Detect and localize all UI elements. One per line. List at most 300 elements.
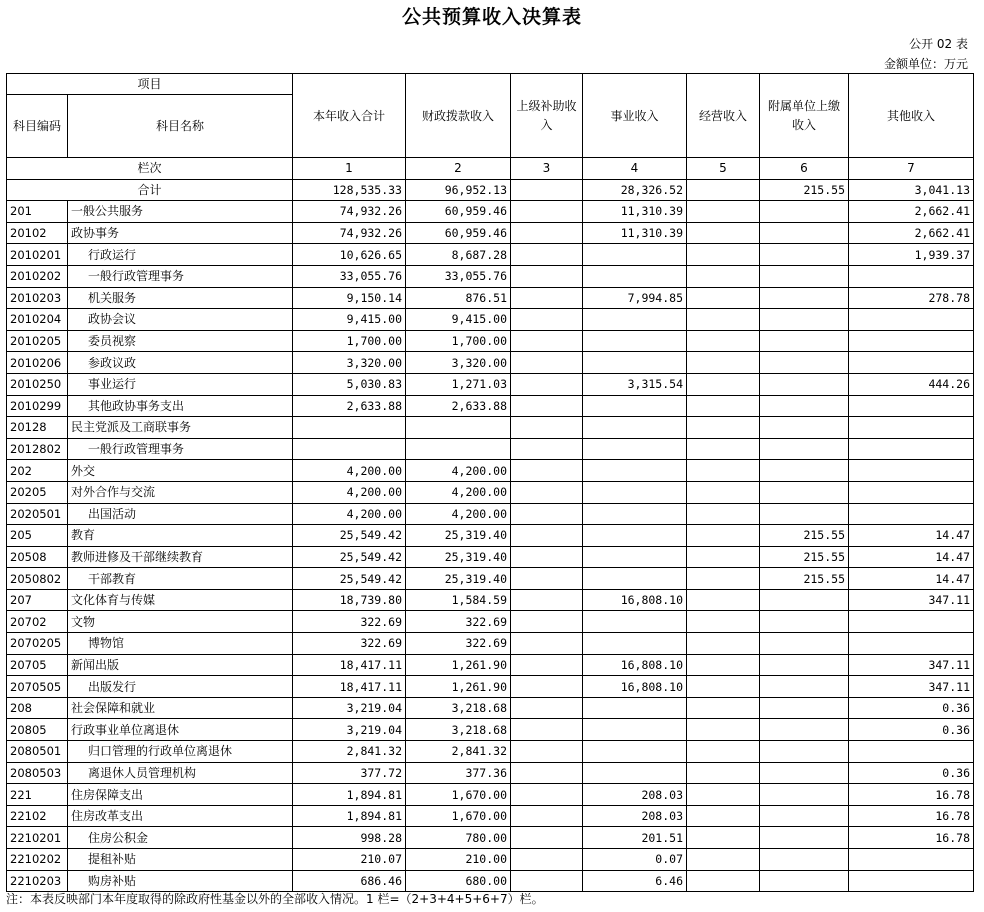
amount-cell xyxy=(583,265,687,287)
amount-cell xyxy=(583,546,687,568)
amount-cell: 14.47 xyxy=(849,546,974,568)
header-total-income: 本年收入合计 xyxy=(293,74,406,158)
amount-cell: 3,218.68 xyxy=(406,697,511,719)
amount-cell xyxy=(687,849,760,871)
page-title: 公共预算收入决算表 xyxy=(401,6,582,28)
amount-cell: 5,030.83 xyxy=(293,373,406,395)
amount-cell: 3,320.00 xyxy=(293,352,406,374)
amount-cell: 3,219.04 xyxy=(293,719,406,741)
subject-code: 2010299 xyxy=(7,395,68,417)
amount-cell: 4,200.00 xyxy=(406,481,511,503)
amount-cell: 1,894.81 xyxy=(293,784,406,806)
amount-cell: 16.78 xyxy=(849,827,974,849)
amount-cell: 25,549.42 xyxy=(293,568,406,590)
amount-cell xyxy=(583,438,687,460)
amount-cell xyxy=(511,309,583,331)
amount-cell xyxy=(849,481,974,503)
amount-cell xyxy=(687,654,760,676)
amount-cell xyxy=(687,827,760,849)
amount-cell: 3,315.54 xyxy=(583,373,687,395)
amount-cell xyxy=(511,287,583,309)
amount-cell xyxy=(687,568,760,590)
table-row xyxy=(7,805,974,827)
amount-cell: 8,687.28 xyxy=(406,244,511,266)
amount-cell: 16,808.10 xyxy=(583,676,687,698)
amount-cell: 18,417.11 xyxy=(293,654,406,676)
subject-code: 2010205 xyxy=(7,330,68,352)
table-row xyxy=(7,503,974,525)
amount-cell xyxy=(583,503,687,525)
table-row xyxy=(7,395,974,417)
amount-cell xyxy=(760,309,849,331)
amount-cell xyxy=(687,741,760,763)
amount-cell xyxy=(511,395,583,417)
amount-cell: 1,670.00 xyxy=(406,784,511,806)
amount-cell xyxy=(687,633,760,655)
amount-cell xyxy=(511,503,583,525)
subject-name: 新闻出版 xyxy=(68,654,293,676)
amount-cell: 25,319.40 xyxy=(406,525,511,547)
subject-code: 2210202 xyxy=(7,849,68,871)
amount-cell xyxy=(583,719,687,741)
amount-cell: 1,700.00 xyxy=(406,330,511,352)
amount-cell xyxy=(687,460,760,482)
budget-revenue-table xyxy=(6,73,974,892)
amount-cell xyxy=(849,611,974,633)
amount-cell xyxy=(760,611,849,633)
amount-cell: 322.69 xyxy=(293,611,406,633)
subject-code: 2020501 xyxy=(7,503,68,525)
amount-cell xyxy=(760,201,849,223)
amount-cell xyxy=(511,265,583,287)
amount-cell xyxy=(511,352,583,374)
subject-code: 2010206 xyxy=(7,352,68,374)
table-row xyxy=(7,697,974,719)
table-row xyxy=(7,330,974,352)
table-row xyxy=(7,676,974,698)
amount-cell xyxy=(511,546,583,568)
amount-cell xyxy=(583,309,687,331)
amount-cell: 1,271.03 xyxy=(406,373,511,395)
amount-cell: 4,200.00 xyxy=(406,503,511,525)
amount-cell: 3,219.04 xyxy=(293,697,406,719)
amount-cell xyxy=(511,741,583,763)
amount-cell: 680.00 xyxy=(406,870,511,892)
amount-cell: 4,200.00 xyxy=(293,460,406,482)
subject-code: 20508 xyxy=(7,546,68,568)
amount-cell xyxy=(583,481,687,503)
subject-name: 干部教育 xyxy=(68,568,293,590)
subject-name: 购房补贴 xyxy=(68,870,293,892)
amount-cell: 2,633.88 xyxy=(293,395,406,417)
amount-cell xyxy=(849,503,974,525)
amount-cell: 10,626.65 xyxy=(293,244,406,266)
table-row xyxy=(7,719,974,741)
table-row xyxy=(7,654,974,676)
total-row xyxy=(7,179,974,201)
subject-name: 事业运行 xyxy=(68,373,293,395)
header-operating-income: 经营收入 xyxy=(687,74,760,158)
amount-cell xyxy=(687,201,760,223)
table-row xyxy=(7,352,974,374)
subject-name: 博物馆 xyxy=(68,633,293,655)
subject-name: 外交 xyxy=(68,460,293,482)
subject-name: 教师进修及干部继续教育 xyxy=(68,546,293,568)
amount-cell xyxy=(849,265,974,287)
column-index: 3 xyxy=(511,158,583,180)
amount-cell xyxy=(687,222,760,244)
amount-cell: 208.03 xyxy=(583,805,687,827)
table-row xyxy=(7,201,974,223)
table-row xyxy=(7,481,974,503)
amount-cell: 444.26 xyxy=(849,373,974,395)
subject-code: 2010250 xyxy=(7,373,68,395)
amount-cell xyxy=(849,417,974,439)
amount-cell xyxy=(406,417,511,439)
amount-cell xyxy=(293,417,406,439)
subject-code: 2070505 xyxy=(7,676,68,698)
amount-cell: 25,319.40 xyxy=(406,568,511,590)
amount-cell xyxy=(760,827,849,849)
subject-name: 提租补贴 xyxy=(68,849,293,871)
subject-name: 民主党派及工商联事务 xyxy=(68,417,293,439)
amount-cell xyxy=(511,611,583,633)
table-row xyxy=(7,633,974,655)
amount-cell xyxy=(760,654,849,676)
amount-cell xyxy=(583,611,687,633)
table-row xyxy=(7,849,974,871)
amount-cell: 201.51 xyxy=(583,827,687,849)
table-row xyxy=(7,222,974,244)
amount-cell xyxy=(687,503,760,525)
amount-cell: 215.55 xyxy=(760,525,849,547)
amount-cell: 60,959.46 xyxy=(406,201,511,223)
subject-code: 205 xyxy=(7,525,68,547)
amount-cell xyxy=(687,697,760,719)
amount-cell xyxy=(760,784,849,806)
amount-cell: 18,739.80 xyxy=(293,589,406,611)
table-row xyxy=(7,741,974,763)
subject-code: 2080501 xyxy=(7,741,68,763)
amount-cell: 215.55 xyxy=(760,568,849,590)
amount-cell xyxy=(760,287,849,309)
amount-cell: 33,055.76 xyxy=(293,265,406,287)
amount-cell xyxy=(583,633,687,655)
header-subsidiary-remittance: 附属单位上缴收入 xyxy=(760,74,849,158)
amount-cell xyxy=(760,330,849,352)
amount-cell xyxy=(511,784,583,806)
amount-cell xyxy=(511,438,583,460)
subject-code: 20205 xyxy=(7,481,68,503)
column-index: 7 xyxy=(849,158,974,180)
amount-cell: 377.72 xyxy=(293,762,406,784)
amount-cell xyxy=(760,719,849,741)
amount-cell: 0.36 xyxy=(849,719,974,741)
amount-cell: 25,549.42 xyxy=(293,525,406,547)
amount-cell xyxy=(760,481,849,503)
amount-cell xyxy=(760,762,849,784)
subject-code: 2210201 xyxy=(7,827,68,849)
amount-cell: 0.07 xyxy=(583,849,687,871)
amount-cell xyxy=(849,438,974,460)
subject-name: 出国活动 xyxy=(68,503,293,525)
amount-cell: 377.36 xyxy=(406,762,511,784)
amount-cell xyxy=(511,762,583,784)
amount-cell xyxy=(760,589,849,611)
amount-cell xyxy=(511,827,583,849)
amount-cell: 9,415.00 xyxy=(406,309,511,331)
table-row xyxy=(7,589,974,611)
header-business-income: 事业收入 xyxy=(583,74,687,158)
amount-cell: 322.69 xyxy=(293,633,406,655)
amount-cell: 2,633.88 xyxy=(406,395,511,417)
subject-name: 住房改革支出 xyxy=(68,805,293,827)
amount-cell xyxy=(583,352,687,374)
table-row xyxy=(7,568,974,590)
amount-cell: 9,415.00 xyxy=(293,309,406,331)
table-row xyxy=(7,309,974,331)
subject-name: 教育 xyxy=(68,525,293,547)
amount-cell xyxy=(511,719,583,741)
amount-cell: 1,894.81 xyxy=(293,805,406,827)
subject-code: 20805 xyxy=(7,719,68,741)
amount-cell xyxy=(849,309,974,331)
subject-code: 20102 xyxy=(7,222,68,244)
subject-code: 22102 xyxy=(7,805,68,827)
amount-cell: 16,808.10 xyxy=(583,589,687,611)
subject-name: 委员视察 xyxy=(68,330,293,352)
total-cell: 96,952.13 xyxy=(406,179,511,201)
amount-cell: 278.78 xyxy=(849,287,974,309)
amount-cell xyxy=(583,460,687,482)
amount-cell: 347.11 xyxy=(849,654,974,676)
amount-cell xyxy=(849,741,974,763)
subject-name: 行政事业单位离退休 xyxy=(68,719,293,741)
amount-cell xyxy=(583,395,687,417)
table-row xyxy=(7,460,974,482)
amount-cell: 347.11 xyxy=(849,676,974,698)
amount-cell: 16.78 xyxy=(849,805,974,827)
amount-cell: 1,700.00 xyxy=(293,330,406,352)
subject-code: 20705 xyxy=(7,654,68,676)
amount-cell xyxy=(760,417,849,439)
amount-cell xyxy=(511,589,583,611)
subject-name: 离退休人员管理机构 xyxy=(68,762,293,784)
amount-cell: 215.55 xyxy=(760,546,849,568)
table-row xyxy=(7,762,974,784)
amount-cell xyxy=(760,870,849,892)
amount-cell: 210.07 xyxy=(293,849,406,871)
amount-cell xyxy=(687,546,760,568)
amount-cell xyxy=(293,438,406,460)
amount-cell: 6.46 xyxy=(583,870,687,892)
amount-cell xyxy=(511,330,583,352)
amount-cell xyxy=(511,244,583,266)
amount-cell xyxy=(583,568,687,590)
table-row xyxy=(7,546,974,568)
amount-cell xyxy=(511,849,583,871)
amount-cell xyxy=(760,697,849,719)
table-body xyxy=(7,201,974,892)
subject-name: 一般行政管理事务 xyxy=(68,438,293,460)
subject-code: 208 xyxy=(7,697,68,719)
total-cell: 3,041.13 xyxy=(849,179,974,201)
amount-cell xyxy=(849,395,974,417)
amount-cell xyxy=(511,222,583,244)
amount-cell xyxy=(849,870,974,892)
amount-cell: 1,261.90 xyxy=(406,654,511,676)
subject-code: 2210203 xyxy=(7,870,68,892)
amount-cell xyxy=(511,805,583,827)
amount-cell: 14.47 xyxy=(849,525,974,547)
header-fiscal-appropriation: 财政拨款收入 xyxy=(406,74,511,158)
footnote: 注：本表反映部门本年度取得的除政府性基金以外的全部收入情况。1 栏=（2+3+4+5+6+7）栏。 xyxy=(6,892,544,906)
amount-cell xyxy=(511,697,583,719)
amount-cell xyxy=(687,719,760,741)
amount-cell xyxy=(687,438,760,460)
amount-cell: 208.03 xyxy=(583,784,687,806)
amount-cell: 4,200.00 xyxy=(293,503,406,525)
amount-cell xyxy=(760,460,849,482)
amount-cell xyxy=(760,244,849,266)
subject-code: 202 xyxy=(7,460,68,482)
amount-cell xyxy=(583,417,687,439)
table-row xyxy=(7,870,974,892)
amount-cell xyxy=(687,395,760,417)
total-cell: 128,535.33 xyxy=(293,179,406,201)
header-other-income: 其他收入 xyxy=(849,74,974,158)
amount-cell xyxy=(849,330,974,352)
amount-cell xyxy=(511,417,583,439)
amount-cell xyxy=(511,481,583,503)
amount-cell xyxy=(511,676,583,698)
subject-code: 2010204 xyxy=(7,309,68,331)
amount-cell xyxy=(760,222,849,244)
subject-name: 一般行政管理事务 xyxy=(68,265,293,287)
amount-cell: 686.46 xyxy=(293,870,406,892)
amount-cell xyxy=(511,870,583,892)
subject-code: 2050802 xyxy=(7,568,68,590)
column-index-label: 栏次 xyxy=(7,158,293,180)
amount-cell xyxy=(760,503,849,525)
table-row xyxy=(7,265,974,287)
amount-cell: 322.69 xyxy=(406,633,511,655)
amount-cell xyxy=(687,784,760,806)
subject-code: 201 xyxy=(7,201,68,223)
amount-cell: 11,310.39 xyxy=(583,222,687,244)
amount-cell xyxy=(760,438,849,460)
amount-cell: 2,841.32 xyxy=(406,741,511,763)
subject-name: 文化体育与传媒 xyxy=(68,589,293,611)
subject-code: 221 xyxy=(7,784,68,806)
table-row xyxy=(7,525,974,547)
subject-code: 207 xyxy=(7,589,68,611)
column-index: 6 xyxy=(760,158,849,180)
column-index: 5 xyxy=(687,158,760,180)
amount-cell: 3,320.00 xyxy=(406,352,511,374)
subject-name: 其他政协事务支出 xyxy=(68,395,293,417)
subject-name: 一般公共服务 xyxy=(68,201,293,223)
amount-cell: 1,584.59 xyxy=(406,589,511,611)
amount-cell: 1,670.00 xyxy=(406,805,511,827)
amount-cell: 4,200.00 xyxy=(293,481,406,503)
amount-cell: 1,261.90 xyxy=(406,676,511,698)
total-cell: 215.55 xyxy=(760,179,849,201)
amount-cell xyxy=(583,525,687,547)
amount-cell: 2,841.32 xyxy=(293,741,406,763)
total-label: 合计 xyxy=(7,179,293,201)
amount-cell xyxy=(849,633,974,655)
column-index: 2 xyxy=(406,158,511,180)
subject-code: 2010203 xyxy=(7,287,68,309)
amount-cell xyxy=(583,244,687,266)
total-cell xyxy=(687,179,760,201)
table-row xyxy=(7,244,974,266)
amount-cell: 322.69 xyxy=(406,611,511,633)
header-subject-code: 科目编码 xyxy=(7,95,68,158)
table-row xyxy=(7,287,974,309)
amount-cell xyxy=(687,417,760,439)
column-index-row xyxy=(7,158,974,180)
amount-cell xyxy=(760,352,849,374)
table-row xyxy=(7,784,974,806)
amount-cell: 998.28 xyxy=(293,827,406,849)
amount-cell: 780.00 xyxy=(406,827,511,849)
amount-unit: 金额单位：万元 xyxy=(883,57,968,71)
table-row xyxy=(7,417,974,439)
amount-cell xyxy=(687,611,760,633)
amount-cell: 2,662.41 xyxy=(849,201,974,223)
amount-cell xyxy=(760,805,849,827)
amount-cell xyxy=(511,201,583,223)
subject-code: 20128 xyxy=(7,417,68,439)
amount-cell: 210.00 xyxy=(406,849,511,871)
column-index: 4 xyxy=(583,158,687,180)
amount-cell xyxy=(687,352,760,374)
amount-cell xyxy=(583,762,687,784)
amount-cell xyxy=(687,265,760,287)
amount-cell: 18,417.11 xyxy=(293,676,406,698)
table-row xyxy=(7,611,974,633)
amount-cell xyxy=(511,568,583,590)
amount-cell xyxy=(511,373,583,395)
amount-cell xyxy=(687,287,760,309)
subject-name: 政协事务 xyxy=(68,222,293,244)
subject-code: 2010201 xyxy=(7,244,68,266)
subject-name: 归口管理的行政单位离退休 xyxy=(68,741,293,763)
amount-cell xyxy=(760,741,849,763)
subject-name: 文物 xyxy=(68,611,293,633)
amount-cell: 16.78 xyxy=(849,784,974,806)
amount-cell xyxy=(511,525,583,547)
amount-cell xyxy=(583,697,687,719)
subject-name: 政协会议 xyxy=(68,309,293,331)
amount-cell: 25,549.42 xyxy=(293,546,406,568)
amount-cell xyxy=(760,395,849,417)
column-index: 1 xyxy=(293,158,406,180)
amount-cell xyxy=(687,244,760,266)
amount-cell: 9,150.14 xyxy=(293,287,406,309)
subject-code: 2012802 xyxy=(7,438,68,460)
form-number: 公开 02 表 xyxy=(909,37,968,51)
amount-cell xyxy=(849,460,974,482)
amount-cell xyxy=(511,633,583,655)
subject-name: 行政运行 xyxy=(68,244,293,266)
table-row xyxy=(7,373,974,395)
subject-code: 2080503 xyxy=(7,762,68,784)
amount-cell xyxy=(511,460,583,482)
amount-cell: 2,662.41 xyxy=(849,222,974,244)
